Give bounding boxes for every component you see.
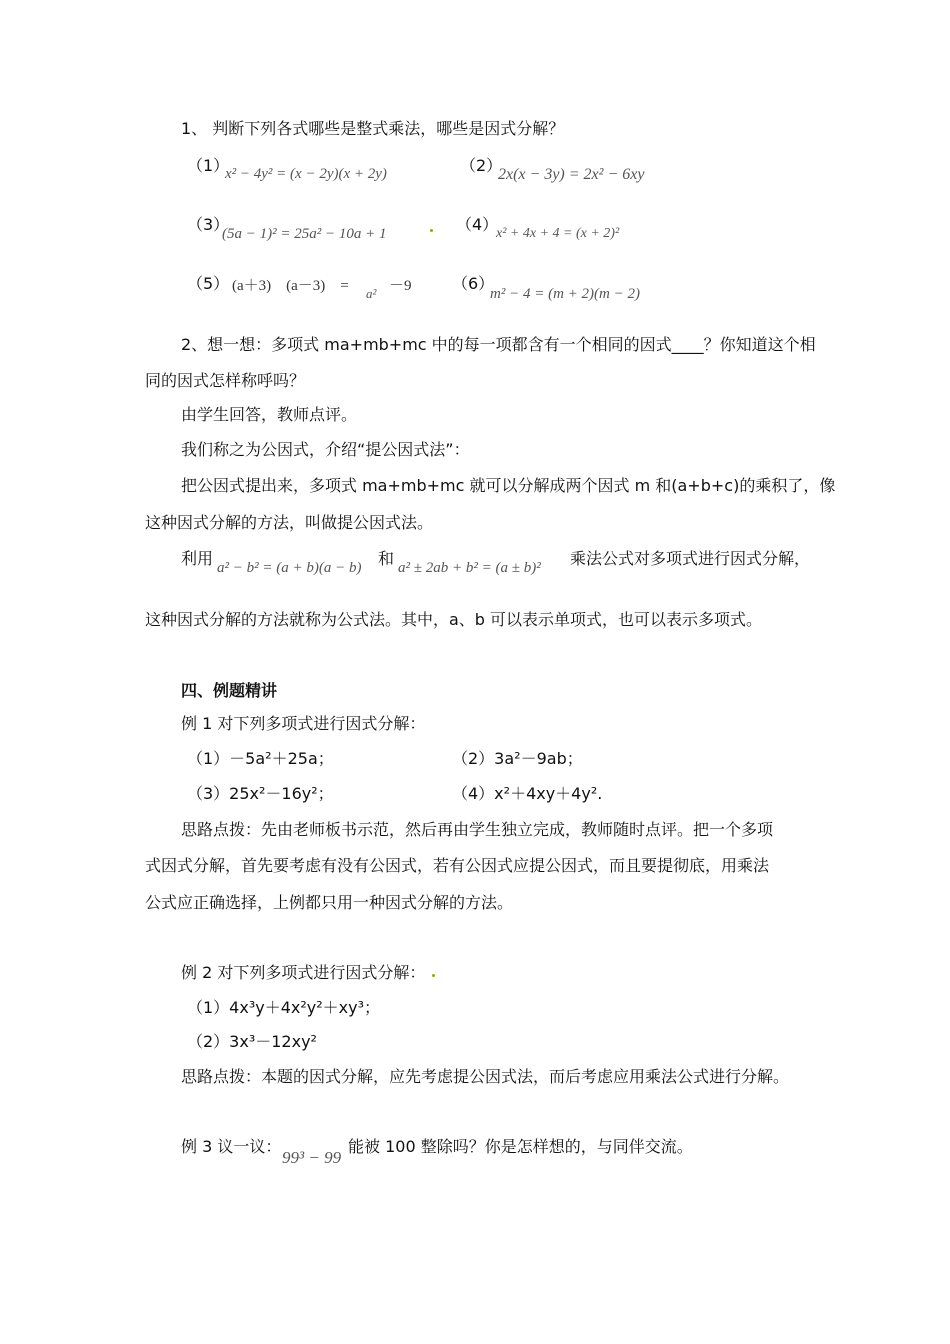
q1-item-expr: x² + 4x + 4 = (x + 2)²	[496, 226, 620, 241]
q1-item-expr: 2x(x − 3y) = 2x² − 6xy	[498, 166, 645, 183]
example-item: （3）25x²－16y²；	[187, 784, 334, 803]
hint-line: 式因式分解，首先要考虑有没有公因式，若有公因式应提公因式，而且要提彻底，用乘法	[145, 856, 770, 875]
q1-item-num: （2）	[460, 156, 503, 175]
q1-item-num: （5）	[187, 274, 230, 293]
hint-line: 公式应正确选择，上例都只用一种因式分解的方法。	[145, 893, 514, 912]
example-item: （2）3x³－12xy²	[187, 1032, 317, 1051]
q2-paragraph: 把公因式提出来，多项式 ma+mb+mc 就可以分解成两个因式 m 和(a+b+c)的乘积了，像	[181, 476, 836, 495]
q1-item-expr-a2: a²	[366, 286, 377, 301]
hint-line: 思路点拨：先由老师板书示范，然后再由学生独立完成，教师随时点评。把一个多项	[181, 820, 774, 839]
stray-mark	[432, 974, 435, 977]
q1-item-expr-tail: －9	[389, 278, 412, 294]
q2-line: 同的因式怎样称呼吗？	[145, 371, 306, 390]
q2-formula-1: a² − b² = (a + b)(a − b)	[217, 560, 362, 576]
q1-item-num: （3）	[187, 215, 230, 234]
q2-paragraph: 由学生回答，教师点评。	[181, 405, 358, 424]
q1-title: 1、 判断下列各式哪些是整式乘法，哪些是因式分解？	[181, 119, 565, 138]
q1-item-expr: m² − 4 = (m + 2)(m − 2)	[490, 286, 640, 302]
example-expr: 99³ − 99	[282, 1148, 342, 1167]
q2-paragraph: 我们称之为公因式，介绍“提公因式法”：	[181, 440, 470, 459]
q2-formula-and: 和	[378, 549, 395, 568]
q2-paragraph: 这种因式分解的方法就称为公式法。其中，a、b 可以表示单项式，也可以表示多项式。	[145, 610, 763, 629]
example-title: 例 2 对下列多项式进行因式分解：	[181, 963, 426, 982]
q1-item-num: （1）	[187, 156, 230, 175]
q2-paragraph: 这种因式分解的方法，叫做提公因式法。	[145, 513, 434, 532]
example-title-post: 能被 100 整除吗？你是怎样想的，与同伴交流。	[348, 1137, 693, 1156]
q2-formula-post: 乘法公式对多项式进行因式分解，	[570, 549, 811, 568]
q2-line: 2、想一想：多项式 ma+mb+mc 中的每一项都含有一个相同的因式____？你知道这个相	[181, 335, 816, 354]
example-title: 例 1 对下列多项式进行因式分解：	[181, 714, 426, 733]
example-item: （2）3a²－9ab；	[452, 749, 583, 768]
example-item: （4）x²＋4xy＋4y².	[452, 784, 603, 803]
q1-item-expr: x² − 4y² = (x − 2y)(x + 2y)	[225, 166, 387, 182]
example-item: （1）4x³y＋4x²y²＋xy³；	[187, 998, 381, 1017]
q1-item-num: （6）	[452, 274, 495, 293]
stray-mark	[430, 229, 433, 232]
q2-formula-pre: 利用	[181, 549, 214, 568]
hint-line: 思路点拨：本题的因式分解，应先考虑提公因式法，而后考虑应用乘法公式进行分解。	[181, 1067, 790, 1086]
q1-item-num: （4）	[456, 215, 499, 234]
example-item: （1）－5a²＋25a；	[187, 749, 334, 768]
q1-item-expr: (5a − 1)² = 25a² − 10a + 1	[222, 226, 387, 242]
example-title: 例 3 议一议：	[181, 1137, 282, 1156]
section-heading: 四、例题精讲	[181, 681, 278, 700]
q2-formula-2: a² ± 2ab + b² = (a ± b)²	[398, 560, 541, 576]
q1-item-expr: (a＋3) (a－3) =	[232, 278, 349, 294]
